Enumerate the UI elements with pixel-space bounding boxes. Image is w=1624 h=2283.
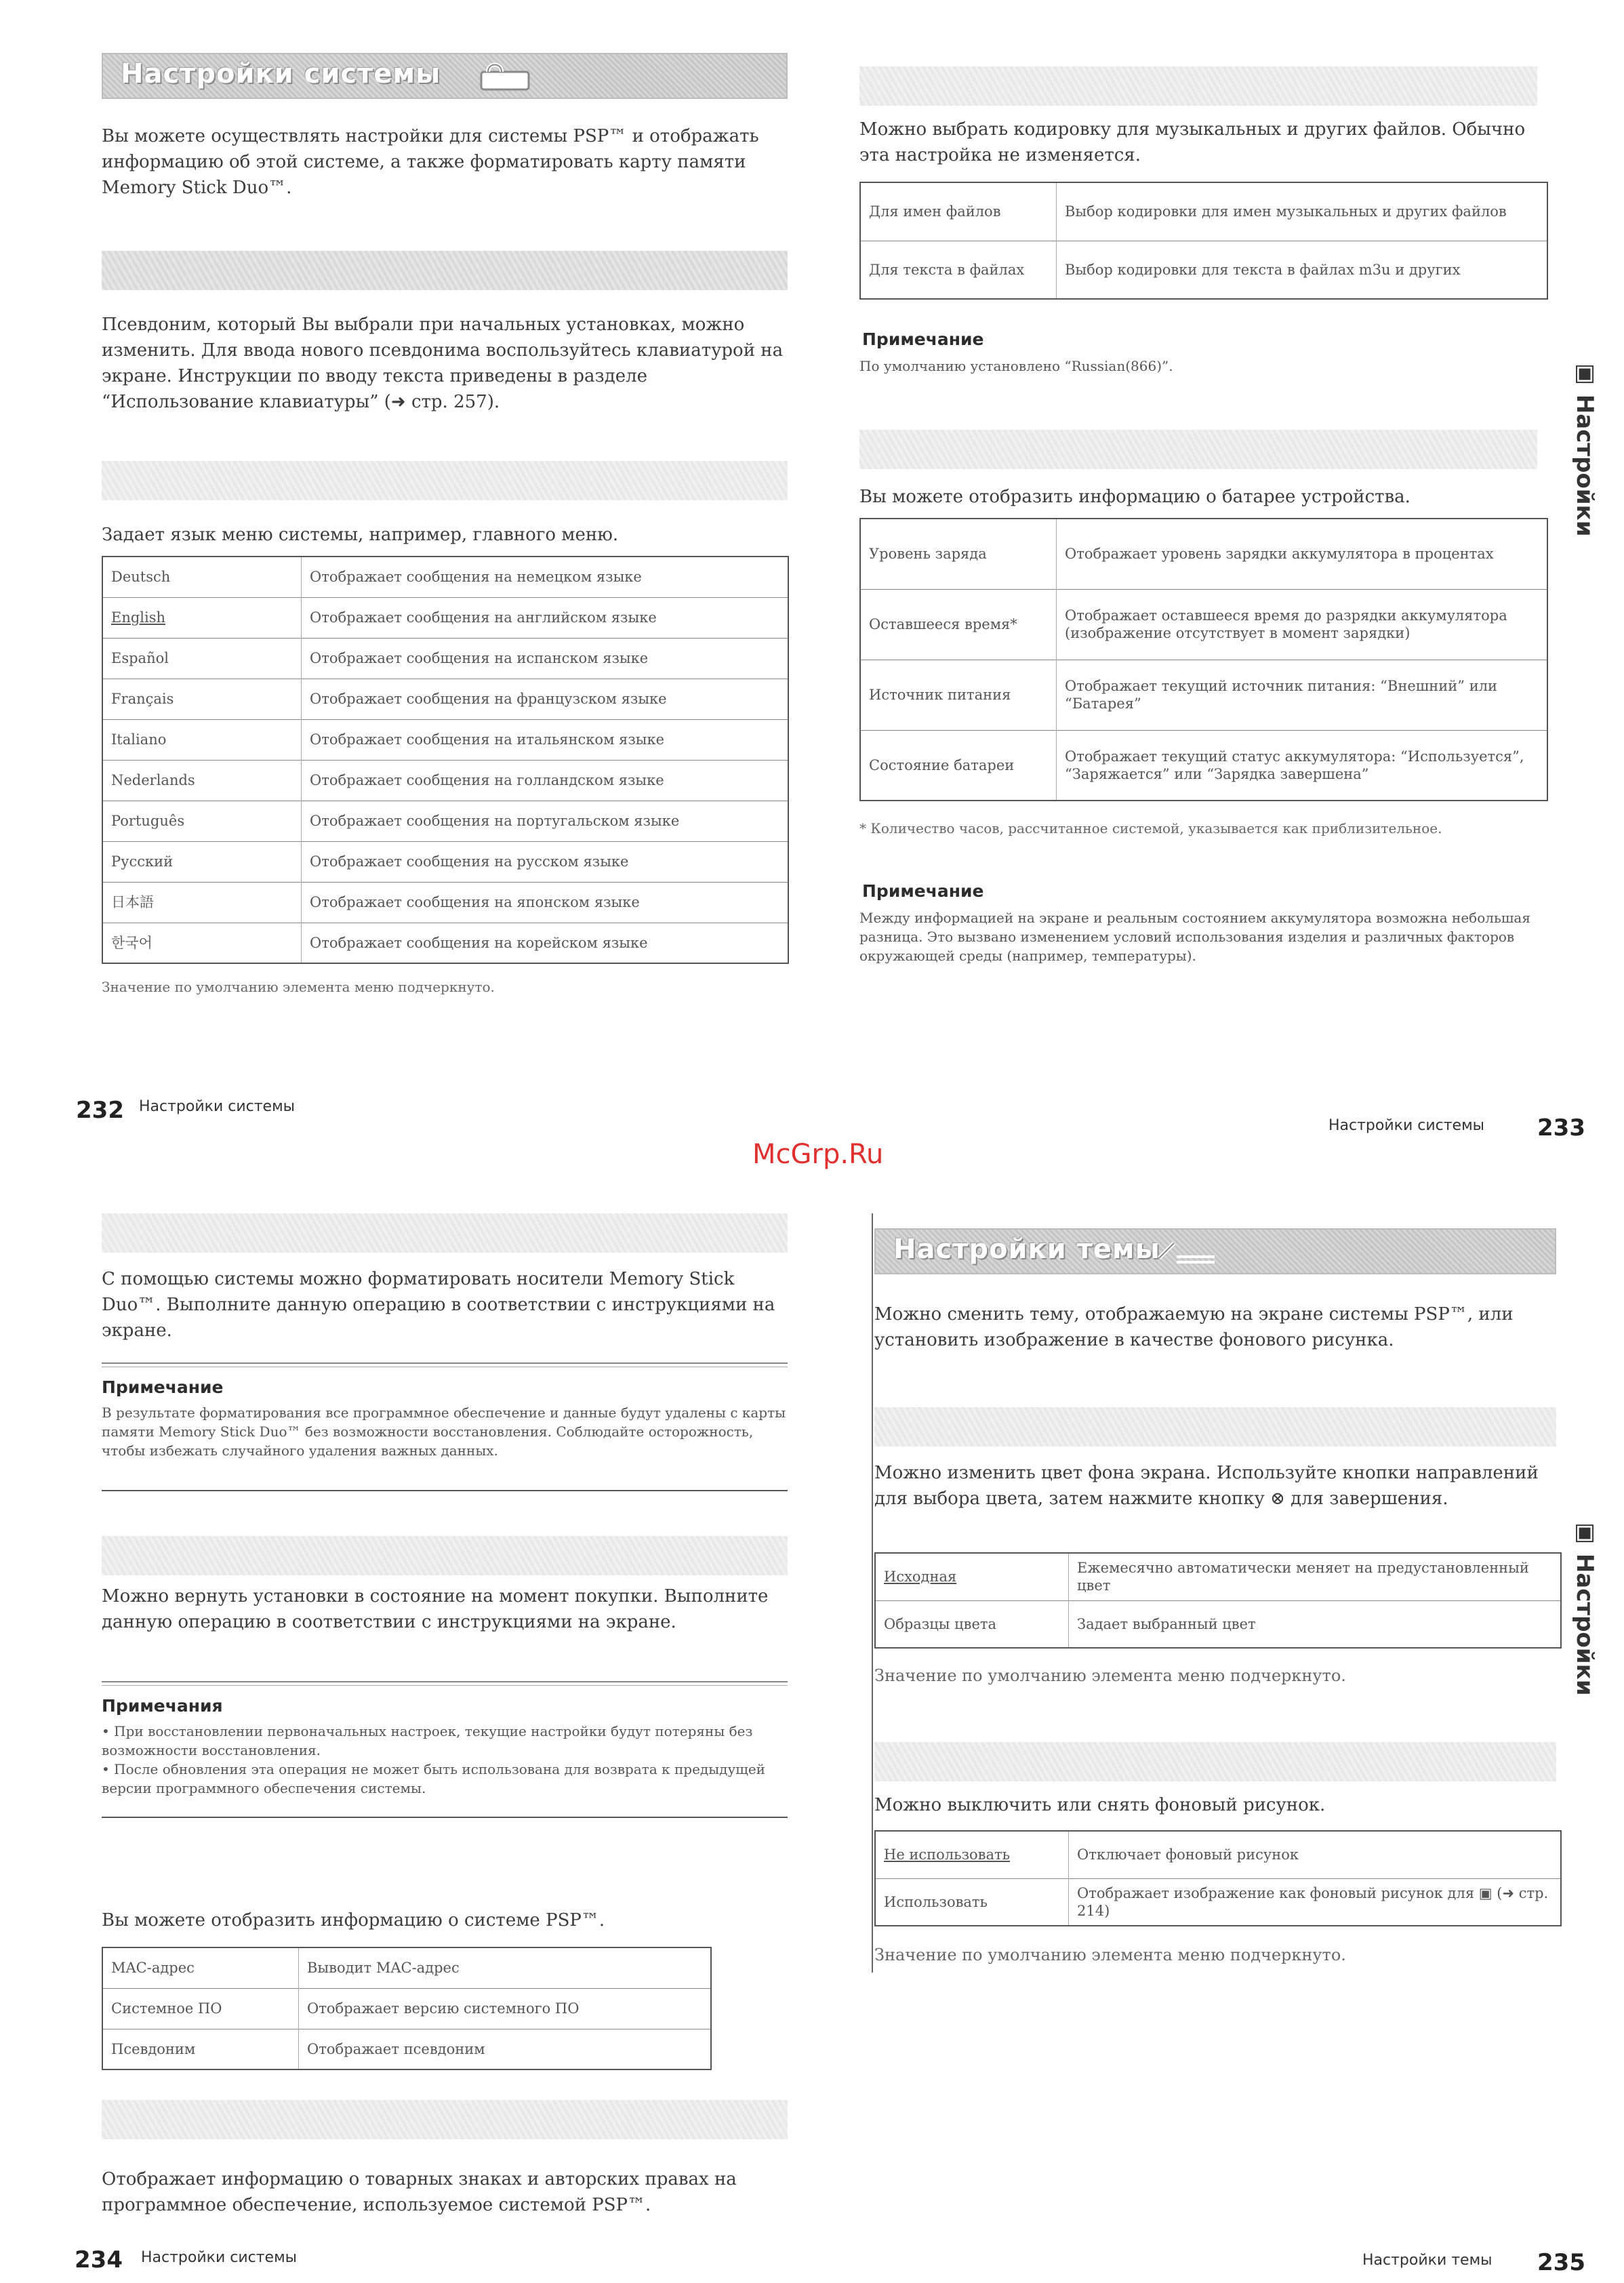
table-cell-key: Системное ПО [102, 1988, 299, 2029]
table-row [860, 730, 1547, 801]
table-cell-value: Отображает сообщения на японском языке [302, 882, 789, 923]
watermark: McGrp.Ru [752, 1139, 884, 1170]
table-cell-value: Отображает псевдоним [299, 2029, 712, 2069]
table-cell-value: Отображает сообщения на русском языке [302, 841, 789, 882]
table-row [102, 923, 788, 963]
table-cell-value: Выбор кодировки для текста в файлах m3u и других [1057, 241, 1548, 299]
column-edge [872, 1213, 873, 1973]
table-cell-value: Отображает сообщения на немецком языке [302, 557, 789, 597]
divider [102, 1362, 788, 1367]
battery-text: Вы можете отобразить информацию о батарее устройства. [859, 487, 1410, 507]
table-cell-value: Задает выбранный цвет [1069, 1600, 1562, 1648]
notes-heading: Примечания [102, 1696, 223, 1716]
table-row [875, 1553, 1561, 1600]
wallpaper-text: Можно выключить или снять фоновый рисунок. [874, 1795, 1326, 1815]
table-cell-value: Отображает сообщения на английском языке [302, 597, 789, 638]
side-tab-icon: ▣ [1571, 1518, 1598, 1554]
divider [102, 1490, 788, 1491]
table-row [102, 1947, 711, 1988]
table-cell-key: Псевдоним [102, 2029, 299, 2069]
default-note: Значение по умолчанию элемента меню подчеркнуто. [874, 1945, 1346, 1964]
table-cell-value: Отображает текущий источник питания: “Внешний” или “Батарея” [1057, 660, 1548, 730]
page-footer-234: Настройки системы [141, 2249, 298, 2266]
notes-item: • При восстановлении первоначальных настроек, текущие настройки будут потеряны без возможности восстановления. [102, 1723, 753, 1758]
table-cell-key: Образцы цвета [875, 1600, 1069, 1648]
page-number-235: 235 [1537, 2249, 1585, 2276]
table-row [102, 557, 788, 597]
table-cell-key: Для имен файлов [860, 182, 1057, 241]
table-row [860, 241, 1547, 299]
table-row [102, 760, 788, 801]
table-cell-value: Отображает уровень зарядки аккумулятора в процентах [1057, 519, 1548, 589]
table-cell-key: Исходная [875, 1553, 1069, 1600]
table-cell-key: Источник питания [860, 660, 1057, 730]
format-text: С помощью системы можно форматировать носители Memory Stick Duo™. Выполните данную операцию в соответствии с инструкциями на экране. [102, 1269, 775, 1341]
notes-item-text: После обновления эта операция не может быть использована для возврата к предыдущей версии программного обеспечения системы. [102, 1761, 765, 1796]
section-banner-system-settings [102, 53, 788, 99]
table-cell-key: Русский [102, 841, 302, 882]
side-tab-settings-235 [1571, 1518, 1598, 1696]
table-row [102, 801, 788, 841]
settings-toolbox-icon [474, 60, 535, 94]
page-footer-232: Настройки системы [139, 1098, 296, 1115]
table-cell-value: Отображает текущий статус аккумулятора: “Используется”, “Заряжается” или “Зарядка завершена” [1057, 730, 1548, 801]
default-note: Значение по умолчанию элемента меню подчеркнуто. [102, 979, 495, 995]
table-cell-key: Italiano [102, 719, 302, 760]
table-row [860, 660, 1547, 730]
note2-text: Между информацией на экране и реальным состоянием аккумулятора возможна небольшая разница. Это вызвано изменением условий использования изделия и различных факторов окружающей среды (например, температуры). [859, 910, 1530, 964]
table-row [102, 882, 788, 923]
table-cell-value: Ежемесячно автоматически меняет на предустановленный цвет [1069, 1553, 1562, 1600]
table-cell-key: Français [102, 679, 302, 719]
table-cell-value: Отображает сообщения на французском языке [302, 679, 789, 719]
table-row [860, 589, 1547, 660]
note-heading: Примечание [862, 329, 984, 349]
table-row [875, 1878, 1561, 1926]
divider [102, 1681, 788, 1686]
table-row [102, 2029, 711, 2069]
section-banner-theme-settings [874, 1228, 1556, 1274]
table-cell-key: Состояние батареи [860, 730, 1057, 801]
note-text: По умолчанию установлено “Russian(866)”. [859, 358, 1173, 374]
table-row [102, 719, 788, 760]
table-cell-value: Отображает сообщения на корейском языке [302, 923, 789, 963]
note2-heading: Примечание [862, 881, 984, 901]
restore-text: Можно вернуть установки в состояние на момент покупки. Выполните данную операцию в соответствии с инструкциями на экране. [102, 1586, 769, 1632]
encoding-text: Можно выбрать кодировку для музыкальных и других файлов. Обычно эта настройка не изменяется. [859, 119, 1526, 165]
table-row [102, 679, 788, 719]
theme-intro: Можно сменить тему, отображаемую на экране системы PSP™, или установить изображение в качестве фонового рисунка. [874, 1304, 1514, 1350]
table-cell-key: Español [102, 638, 302, 679]
table-cell-key: Не использовать [875, 1831, 1069, 1878]
table-cell-value: Отображает сообщения на итальянском языке [302, 719, 789, 760]
section-title: Настройки системы [121, 58, 441, 89]
table-cell-value: Отображает изображение как фоновый рисунок для ▣ (➜ стр. 214) [1069, 1878, 1562, 1926]
notes-list [102, 1722, 788, 1798]
page-number-234: 234 [75, 2246, 123, 2274]
page-number-232: 232 [76, 1097, 124, 1124]
color-text: Можно изменить цвет фона экрана. Используйте кнопки направлений для выбора цвета, затем нажмите кнопку ⊗ для завершения. [874, 1463, 1539, 1509]
wallpaper-table [874, 1830, 1562, 1926]
battery-table [859, 518, 1548, 801]
table-cell-value: Отображает версию системного ПО [299, 1988, 712, 2029]
table-cell-value: Выбор кодировки для имен музыкальных и других файлов [1057, 182, 1548, 241]
table-row [102, 1988, 711, 2029]
subheading-wallpaper [874, 1742, 1556, 1781]
table-row [875, 1600, 1561, 1648]
side-tab-settings-233 [1571, 359, 1598, 537]
table-row [875, 1831, 1561, 1878]
table-cell-key: English [102, 597, 302, 638]
table-cell-key: MAC-адрес [102, 1947, 299, 1988]
side-tab-label: Настройки [1571, 394, 1598, 537]
divider [102, 1817, 788, 1818]
default-note: Значение по умолчанию элемента меню подчеркнуто. [874, 1666, 1346, 1685]
section-title: Настройки темы [893, 1234, 1160, 1265]
table-cell-key: Использовать [875, 1878, 1069, 1926]
table-cell-key: Для текста в файлах [860, 241, 1057, 299]
table-row [860, 182, 1547, 241]
sysinfo-text: Вы можете отобразить информацию о системе PSP™. [102, 1910, 605, 1931]
note-heading: Примечание [102, 1377, 224, 1397]
nickname-text: Псевдоним, который Вы выбрали при начальных установках, можно изменить. Для ввода нового псевдонима воспользуйтесь клавиатурой на экране. Инструкции по вводу текста приведены в разделе “Использование клавиатуры” (➜ стр. 257). [102, 315, 784, 412]
page-number-233: 233 [1537, 1114, 1585, 1142]
page-footer-233: Настройки системы [1328, 1117, 1485, 1134]
language-table [102, 556, 789, 964]
table-cell-key: 日本語 [102, 882, 302, 923]
table-cell-key: 한국어 [102, 923, 302, 963]
side-tab-icon: ▣ [1571, 359, 1598, 395]
table-row [102, 638, 788, 679]
table-cell-key: Оставшееся время* [860, 589, 1057, 660]
table-cell-value: Отображает сообщения на испанском языке [302, 638, 789, 679]
table-cell-key: Nederlands [102, 760, 302, 801]
notes-item: • После обновления эта операция не может быть использована для возврата к предыдущей версии программного обеспечения системы. [102, 1761, 765, 1796]
subheading-encoding [859, 66, 1537, 106]
subheading-battery [859, 430, 1537, 469]
subheading-format [102, 1213, 788, 1253]
side-tab-label: Настройки [1571, 1553, 1598, 1696]
subheading-nickname [102, 251, 788, 290]
subheading-about [102, 2100, 788, 2139]
about-text: Отображает информацию о товарных знаках и авторских правах на программное обеспечение, используемое системой PSP™. [102, 2169, 737, 2215]
subheading-nickname-label [115, 256, 123, 283]
language-text: Задает язык меню системы, например, главного меню. [102, 525, 619, 545]
table-cell-value: Отключает фоновый рисунок [1069, 1831, 1562, 1878]
page-footer-235: Настройки темы [1362, 2252, 1493, 2269]
table-cell-key: Deutsch [102, 557, 302, 597]
intro-text: Вы можете осуществлять настройки для системы PSP™ и отображать информацию об этой системе, а также форматировать карту памяти Memory Stick Duo™. [102, 126, 759, 198]
theme-brush-icon [1154, 1238, 1221, 1268]
note-text: В результате форматирования все программное обеспечение и данные будут удалены с карты памяти Memory Stick Duo™ без возможности восстановления. Соблюдайте осторожность, чтобы избежать случайного удаления важных данных. [102, 1405, 786, 1459]
encoding-table [859, 182, 1548, 300]
table-cell-value: Отображает сообщения на голландском языке [302, 760, 789, 801]
subheading-color [874, 1407, 1556, 1447]
table-cell-value: Выводит MAC-адрес [299, 1947, 712, 1988]
table-cell-key: Уровень заряда [860, 519, 1057, 589]
color-table [874, 1552, 1562, 1649]
battery-footnote: * Количество часов, рассчитанное системой, указывается как приблизительное. [859, 820, 1442, 836]
table-cell-key: Português [102, 801, 302, 841]
table-cell-value: Отображает оставшееся время до разрядки аккумулятора (изображение отсутствует в момент зарядки) [1057, 589, 1548, 660]
table-row [102, 841, 788, 882]
subheading-restore [102, 1536, 788, 1575]
sysinfo-table [102, 1947, 712, 2070]
notes-item-text: При восстановлении первоначальных настроек, текущие настройки будут потеряны без возможности восстановления. [102, 1723, 753, 1758]
table-cell-value: Отображает сообщения на португальском языке [302, 801, 789, 841]
table-row [102, 597, 788, 638]
table-row [860, 519, 1547, 589]
subheading-language [102, 461, 788, 500]
